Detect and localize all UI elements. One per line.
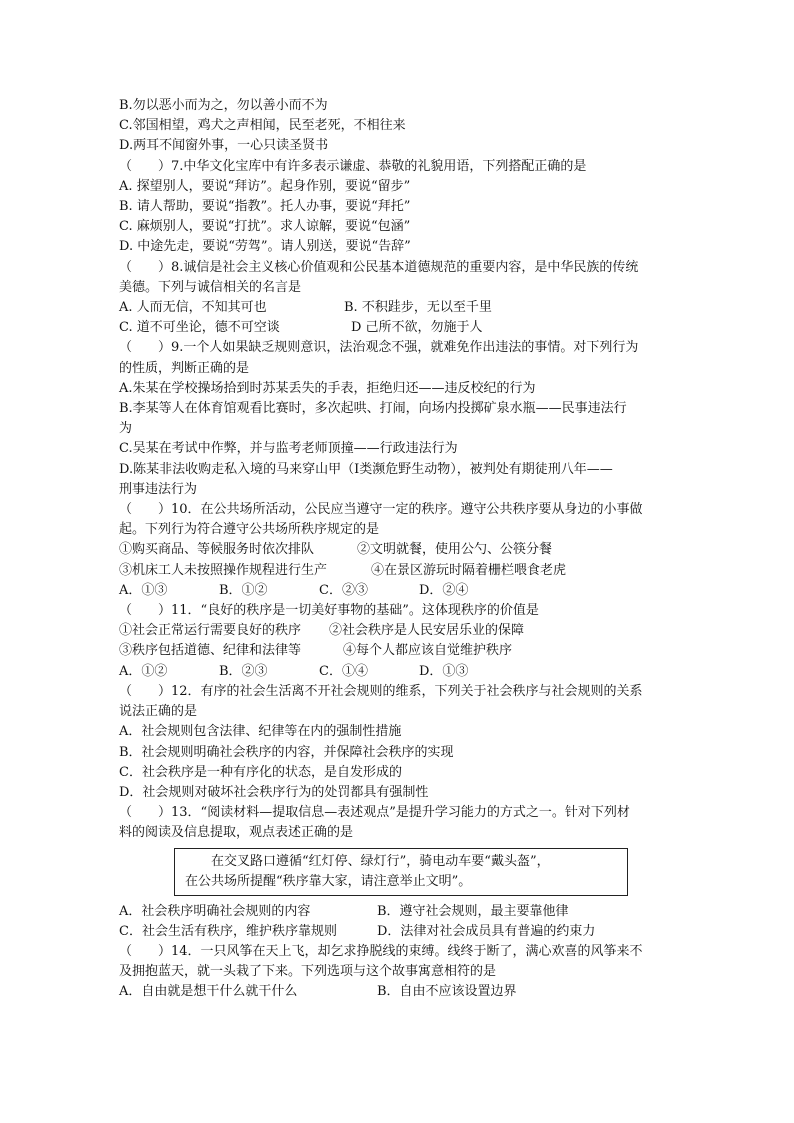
q11-items-34 xyxy=(119,641,679,661)
q13-stem-line1: （ ）13．“阅读材料—提取信息—表述观点”是提升学习能力的方式之一。针对下列材 xyxy=(119,805,630,821)
q10-item-4: ④在景区游玩时隔着栅栏喂食老虎 xyxy=(371,562,567,578)
q12-option-c: C．社会秩序是一种有序化的状态，是自发形成的 xyxy=(119,764,402,780)
q10-choice-a: A．①③ xyxy=(119,582,168,598)
q9-stem-line1: （ ）9.一个人如果缺乏规则意识，法治观念不强，就难免作出违法的事情。对下列行为 xyxy=(119,340,639,356)
q14-option-a: A．自由就是想干什么就干什么 xyxy=(119,984,298,1000)
q10-choice-c: C．②③ xyxy=(319,582,368,598)
q13-option-b: B．遵守社会规则，最主要靠他律 xyxy=(377,903,569,919)
q11-item-4: ④每个人都应该自觉维护秩序 xyxy=(343,643,513,659)
q13-options-ab xyxy=(119,902,679,922)
q14-stem-line1: （ ）14．一只风筝在天上飞，却乞求挣脱线的束缚。线终于断了，满心欢喜的风筝来不 xyxy=(119,943,643,959)
q7-stem: （ ）7.中华文化宝库中有许多表示谦虚、恭敬的礼貌用语，下列搭配正确的是 xyxy=(119,158,587,174)
q12-stem-line2: 说法正确的是 xyxy=(119,704,198,720)
q13-options-cd xyxy=(119,922,679,942)
q13-option-a: A．社会秩序明确社会规则的内容 xyxy=(119,903,311,919)
q8-options-ab xyxy=(119,298,679,318)
q8-stem-line1: （ ）8.诚信是社会主义核心价值观和公民基本道德规范的重要内容，是中华民族的传统 xyxy=(119,259,639,275)
q11-items-12 xyxy=(119,621,679,641)
q13-option-c: C．社会生活有秩序，维护秩序靠规则 xyxy=(119,923,337,939)
q8-option-c: C. 道不可坐论，德不可空谈 xyxy=(119,320,280,336)
q10-item-1: ①购买商品、等候服务时依次排队 xyxy=(119,542,315,558)
q13-material-line2: 在公共场所提醒“秩序靠大家，请注意举止文明”。 xyxy=(185,873,472,889)
q7-option-b: B. 请人帮助，要说“指教”。托人办事，要说“拜托” xyxy=(119,199,411,215)
q9-option-d-line1: D.陈某非法收购走私入境的马来穿山甲（Ⅰ类濒危野生动物），被判处有期徒刑八年—— xyxy=(119,461,613,477)
q10-item-3: ③机床工人未按照操作规程进行生产 xyxy=(119,562,328,578)
q8-stem-line2: 美德。下列与诚信相关的名言是 xyxy=(119,279,302,295)
q10-items-12 xyxy=(119,540,679,560)
q9-option-d-line2: 刑事违法行为 xyxy=(119,481,198,497)
q11-choice-c: C．①④ xyxy=(319,663,368,679)
q9-option-a: A.朱某在学校操场拾到时苏某丢失的手表，拒绝归还——违反校纪的行为 xyxy=(119,380,536,396)
q11-choice-a: A．①② xyxy=(119,663,168,679)
q7-option-c: C. 麻烦别人，要说“打扰”。求人谅解，要说“包涵” xyxy=(119,219,411,235)
q7-option-d: D. 中途先走，要说“劳驾”。请人别送，要说“告辞” xyxy=(119,239,411,255)
q9-option-b-line1: B.李某等人在体育馆观看比赛时，多次起哄、打闹，向场内投掷矿泉水瓶——民事违法行 xyxy=(119,401,627,417)
q11-choices xyxy=(119,662,679,682)
q14-options-ab xyxy=(119,982,679,1002)
q6-option-c: C.邻国相望，鸡犬之声相闻，民至老死，不相往来 xyxy=(119,118,406,134)
exam-page xyxy=(119,96,679,1003)
q13-material-box xyxy=(174,848,628,896)
q9-option-c: C.吴某在考试中作弊，并与监考老师顶撞——行政违法行为 xyxy=(119,441,458,457)
q11-stem: （ ）11．“良好的秩序是一切美好事物的基础”。这体现秩序的价值是 xyxy=(119,603,539,619)
q12-option-a: A．社会规则包含法律、纪律等在内的强制性措施 xyxy=(119,724,402,740)
q9-option-b-line2: 为 xyxy=(119,421,133,437)
q11-choice-d: D．①③ xyxy=(419,663,469,679)
q10-stem-line2: 起。下列行为符合遵守公共场所秩序规定的是 xyxy=(119,522,380,538)
q14-stem-line2: 及拥抱蓝天，就一头栽了下来。下列选项与这个故事寓意相符的是 xyxy=(119,964,497,980)
q10-choice-d: D．②④ xyxy=(419,582,469,598)
q11-item-2: ②社会秩序是人民安居乐业的保障 xyxy=(329,623,525,639)
q12-stem-line1: （ ）12．有序的社会生活离不开社会规则的维系，下列关于社会秩序与社会规则的关系 xyxy=(119,683,643,699)
q12-option-b: B．社会规则明确社会秩序的内容，并保障社会秩序的实现 xyxy=(119,744,454,760)
q10-item-2: ②文明就餐，使用公勺、公筷分餐 xyxy=(357,542,553,558)
q8-options-cd xyxy=(119,318,679,338)
q13-material-line1: 在交叉路口遵循“红灯停、绿灯行”，骑电动车要“戴头盔”， xyxy=(211,853,550,869)
q14-option-b: B．自由不应该设置边界 xyxy=(377,984,517,1000)
q7-option-a: A. 探望别人，要说“拜访”。起身作别，要说“留步” xyxy=(119,178,411,194)
q6-option-d: D.两耳不闻窗外事，一心只读圣贤书 xyxy=(119,138,329,154)
q8-option-d: D 己所不欲，勿施于人 xyxy=(351,320,483,336)
q8-option-b: B. 不积跬步，无以至千里 xyxy=(344,300,492,316)
q10-stem-line1: （ ）10．在公共场所活动，公民应当遵守一定的秩序。遵守公共秩序要从身边的小事做 xyxy=(119,502,643,518)
q9-stem-line2: 的性质，判断正确的是 xyxy=(119,360,250,376)
q10-items-34 xyxy=(119,561,679,581)
q11-item-3: ③秩序包括道德、纪律和法律等 xyxy=(119,643,302,659)
q11-item-1: ①社会正常运行需要良好的秩序 xyxy=(119,623,302,639)
q12-option-d: D．社会规则对破坏社会秩序行为的处罚都具有强制性 xyxy=(119,784,429,800)
q6-option-b: B.勿以恶小而为之，勿以善小而不为 xyxy=(119,98,328,113)
q10-choices xyxy=(119,581,679,601)
q13-option-d: D．法律对社会成员具有普遍的约束力 xyxy=(377,923,596,939)
q8-option-a: A. 人而无信，不知其可也 xyxy=(119,300,267,316)
q10-choice-b: B．①② xyxy=(219,582,268,598)
q11-choice-b: B．②③ xyxy=(219,663,268,679)
q13-stem-line2: 料的阅读及信息提取，观点表述正确的是 xyxy=(119,825,354,841)
